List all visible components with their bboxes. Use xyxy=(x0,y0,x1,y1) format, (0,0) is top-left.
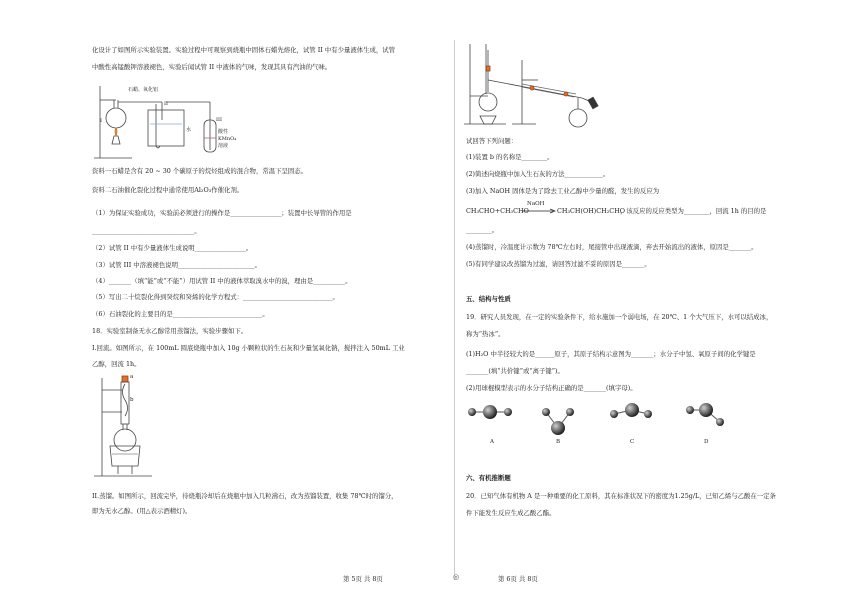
step-line: 乙醇，回流 1h。 xyxy=(92,360,141,368)
question-line: (1)H₂O 中半径较大的是______原子，其原子结构示意图为_______；水分子中氢、氧原子间的化学键是 xyxy=(466,350,756,358)
question-line: 20．已知气体有机物 A 是一种重要的化工原料，其在标准状况下的密度为1.25g/L，已知乙烯与乙酸在一定条 xyxy=(466,492,776,500)
step-line: I.回流。如图所示，在 100mL 圆底烧瓶中加入 10g 小颗粒状的生石灰和少量氢氧化钠，搅拌注入 50mL 工业 xyxy=(92,344,405,352)
figure-label: a xyxy=(130,374,134,380)
question-line: （2）试管 II 中有少量液体生成说明________________。 xyxy=(92,244,253,252)
equation-condition: NaOH xyxy=(527,201,545,207)
question-line: 称为“热冰”。 xyxy=(466,330,505,338)
question-line: 18．实验室制备无水乙醇常用蒸馏法，实验步骤如下。 xyxy=(92,327,248,335)
figure-label: 水 xyxy=(186,127,192,133)
figure-label: KMnO₄ xyxy=(218,136,237,142)
figure-label: 酸性 xyxy=(218,129,229,135)
figure-label: 溶液 xyxy=(218,143,229,149)
model-label: D xyxy=(704,439,709,445)
question-line: 19．研究人员发现，在一定的实验条件下，给水施加一个弱电场，在 20℃、1 个大气压下，水可以结成冰， xyxy=(466,313,773,321)
question-line: (4)蒸馏时，冷温度计示数为 78℃左右时，尾接管中出现液滴，弃去开始流出的液体，原因是_______。 xyxy=(466,243,758,251)
question-line: 件下能发生反应生成乙酸乙酯。 xyxy=(466,509,556,517)
model-label: B xyxy=(556,439,561,445)
cracking-apparatus-figure xyxy=(92,80,262,164)
equation-product: CH₃CH(OH)CH₂CHO xyxy=(557,207,626,215)
reflux-apparatus-figure xyxy=(92,370,162,482)
page-footer: 第 5页 共 8页 xyxy=(343,575,383,583)
equation-reactants: CH₃CHO+CH₃CHO xyxy=(466,207,529,215)
section-heading: 六、有机推断题 xyxy=(466,474,511,482)
distillation-apparatus-figure xyxy=(462,40,622,132)
question-line: (2)简述向烧瓶中加入生石灰的方法____________。 xyxy=(466,170,610,178)
page-footer: 第 6页 共 8页 xyxy=(498,575,538,583)
question-line: (3)加入 NaOH 固体是为了除去工业乙醇中少量的醛，发生的反应为 xyxy=(466,187,660,195)
figure-label: b xyxy=(130,397,134,403)
paragraph-line: 中酸性高锰酸钾溶液褪色，实验后闻试管 II 中液体的气味，发现其具有汽油的气味。 xyxy=(92,63,332,71)
figure-label: II xyxy=(164,101,168,107)
step-line: 即为无水乙醇。(用△表示酒精灯)。 xyxy=(92,507,192,515)
figure-label: 石蜡、氧化铝 xyxy=(128,87,159,93)
question-line: (2)用球棍模型表示的水分子结构正确的是_______(填字母)。 xyxy=(466,384,637,392)
figure-label: I xyxy=(100,118,102,124)
question-line: （3）试管 III 中溶液褪色说明________________________。 xyxy=(92,261,262,269)
question-line: （1）为保证实验成功，实验前必须进行的操作是________________；装置中长导管的作用是 xyxy=(92,209,352,217)
intro-line: 试回答下列问题： xyxy=(466,137,518,145)
figure-label: III xyxy=(216,117,222,123)
question-line: ，该反应的反应类型为________，回流 1h 的目的是 xyxy=(620,207,767,215)
question-line: （6）石油裂化的主要目的是____________________________。 xyxy=(92,310,269,318)
info-line: 资料二石油催化裂化过程中通常使用Al₂O₃作催化剂。 xyxy=(92,186,244,194)
question-line: _______(填“共价键”或“离子键”)。 xyxy=(466,367,564,375)
model-label: A xyxy=(490,439,494,445)
section-heading: 五、结构与性质 xyxy=(466,295,511,303)
question-line: ________________________________。 xyxy=(92,227,201,235)
question-line: (5)有同学建议改蒸馏为过滤，请回答过滤不妥的原因是_______。 xyxy=(466,260,651,268)
reaction-arrow-icon xyxy=(522,208,556,214)
question-line: ________。 xyxy=(466,226,498,234)
question-line: （4）_______（填“能”或“不能”）用试管 II 中的液体萃取溴水中的溴，理由是__________。 xyxy=(92,277,352,285)
step-line: II.蒸馏。如图所示，回流完毕，待烧瓶冷却后在烧瓶中加入几粒沸石，改为蒸馏装置，收集 78℃时的馏分， xyxy=(92,492,398,500)
model-label: C xyxy=(630,439,635,445)
page-6 xyxy=(430,0,860,608)
question-line: （5）写出二十烷裂化得到癸烷和癸烯的化学方程式：____________________________。 xyxy=(92,293,339,301)
center-mark-icon: ◎ xyxy=(453,573,460,581)
water-models-figure xyxy=(462,400,732,448)
paragraph-line: 化设计了如图所示实验装置。实验过程中可观察到烧瓶中固体石蜡先熔化，试管 II 中有少量液体生成，试管 xyxy=(92,46,396,54)
info-line: 资料一石蜡是含有 20 ~ 30 个碳原子的烷烃组成的混合物，常温下呈固态。 xyxy=(92,167,308,175)
question-line: (1)装置 b 的名称是________。 xyxy=(466,153,554,161)
